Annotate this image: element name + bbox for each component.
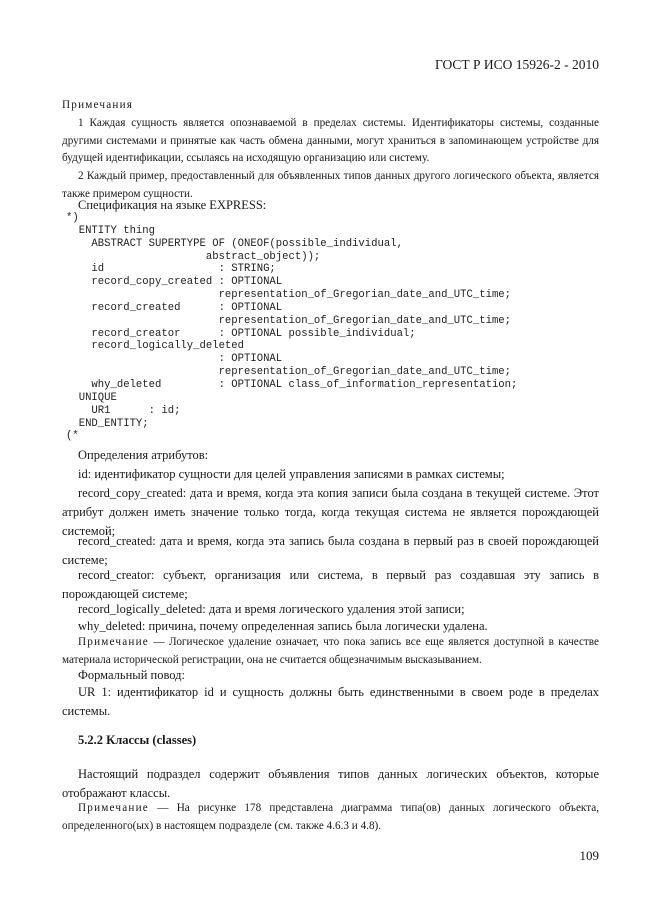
note-2: 2 Каждый пример, предоставленный для объявленных типов данных другого логического объекта, является также примером сущности. bbox=[62, 170, 599, 200]
section-note-label: Примечание bbox=[78, 802, 149, 814]
section-note-text: — На рисунке 178 представлена диаграмма типа(ов) данных логического объекта, определенного(ых) в настоящем подразделе (см. также 4.6.3 и 4.8). bbox=[62, 802, 599, 832]
page-number: 109 bbox=[579, 848, 599, 863]
section-paragraph: Настоящий подраздел содержит объявления типов данных логических объектов, которые отображают классы. bbox=[62, 767, 599, 800]
attr-record-logically-deleted: record_logically_deleted: дата и время логического удаления этой записи; bbox=[78, 602, 465, 616]
express-code-block: *) ENTITY thing ABSTRACT SUPERTYPE OF (ONEOF(possible_individual, abstract_object)); id : STRING; record_copy_created : OPTIONAL representation_of_Gregorian_date_and_UTC_time; record_created : OPTIONAL representation_of_Gregorian_date_and_UTC_time; record_creator : OPTIONAL possible_individual; record_logically_deleted : OPTIONAL representation_of_Gregorian_date_and_UTC_time; why_deleted : OPTIONAL class_of_information_representation; UNIQUE UR1 : id; END_ENTITY; (* bbox=[66, 212, 518, 443]
section-heading: 5.2.2 Классы (classes) bbox=[78, 733, 197, 747]
notes-title: Примечания bbox=[62, 99, 134, 111]
section-note bbox=[62, 800, 599, 835]
formal-title: Формальный повод: bbox=[78, 668, 185, 682]
formal-ur1: UR 1: идентификатор id и сущность должны быть единственными в своем роде в пределах системы. bbox=[62, 685, 599, 718]
attr-record-created: record_created: дата и время, когда эта запись была создана в первый раз в своей порождающей системе; bbox=[62, 534, 599, 567]
attributes-title: Определения атрибутов: bbox=[78, 448, 209, 462]
document-header: ГОСТ Р ИСО 15926-2 - 2010 bbox=[434, 57, 599, 72]
note-1: 1 Каждая сущность является опознаваемой в пределах системы. Идентификаторы системы, созданные другими системами и принятые как часть обмена данными, могут храниться в запоминающем устройстве для будущей идентификации, ссылаясь на исходящую организацию или систему. bbox=[62, 117, 599, 164]
express-label: Спецификация на языке EXPRESS: bbox=[78, 198, 267, 212]
attributes-note-label: Примечание bbox=[78, 636, 149, 648]
attr-record-creator: record_creator: субъект, организация или система, в первый раз создавшая эту запись в порождающей системе; bbox=[62, 568, 599, 601]
attributes-note-text: — Логическое удаление означает, что пока запись все еще является доступной в качестве материала исторической регистрации, она не считается общезначимым высказыванием. bbox=[62, 636, 599, 666]
attr-why-deleted: why_deleted: причина, почему определенная запись была логически удалена. bbox=[78, 619, 488, 633]
attributes-note bbox=[62, 634, 599, 669]
attr-record-copy-created: record_copy_created: дата и время, когда эта копия записи была создана в текущей системе. Этот атрибут должен иметь значение только тогда, когда текущая система не является порождающей системой; bbox=[62, 486, 599, 538]
attr-id: id: идентификатор сущности для целей управления записями в рамках системы; bbox=[78, 467, 505, 481]
